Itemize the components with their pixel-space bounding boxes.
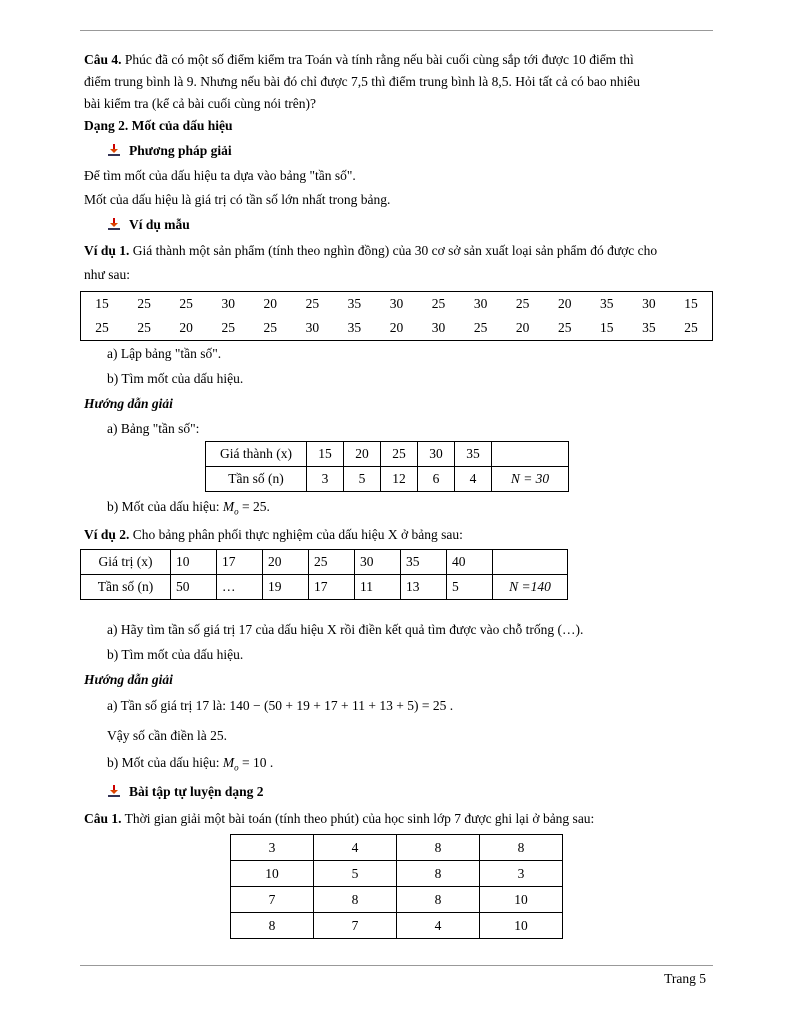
- table-row: Giá trị (x) 10 17 20 25 30 35 40: [81, 550, 568, 575]
- vd2-question-b: b) Tìm mốt của dấu hiệu.: [107, 647, 244, 662]
- vd1-question-a: a) Lập bảng "tần số".: [107, 346, 222, 361]
- heading-bai-tap: Bài tập tự luyện dạng 2: [107, 782, 264, 802]
- cau1-line1: Câu 1. Thời gian giải một bài toán (tính theo phút) của học sinh lớp 7 được ghi lại ở bảng sau:: [84, 811, 595, 826]
- top-rule: [80, 30, 713, 31]
- vd2-guide-heading: Hướng dẫn giải: [84, 672, 173, 687]
- table-row: 10 5 8 3: [231, 861, 563, 887]
- table-row: Giá thành (x) 15 20 25 30 35: [206, 442, 569, 467]
- table-row: 3 4 8 8: [231, 835, 563, 861]
- vd1-answer-b: b) Mốt của dấu hiệu: $M_o = 25$.: [107, 499, 270, 517]
- page-number: Trang 5: [664, 971, 706, 986]
- section-title-dang2: Dạng 2. Mốt của dấu hiệu: [84, 118, 233, 133]
- heading-phuong-phap: Phương pháp giải: [107, 141, 232, 161]
- pp-line1: Để tìm mốt của dấu hiệu ta dựa vào bảng "tần số".: [84, 168, 356, 183]
- vd1-question-b: b) Tìm mốt của dấu hiệu.: [107, 371, 244, 386]
- bottom-rule: [80, 965, 713, 966]
- vd2-answer-b: b) Mốt của dấu hiệu: $M_o = 10$ .: [107, 755, 274, 773]
- pp-line2: Mốt của dấu hiệu là giá trị có tần số lớn nhất trong bảng.: [84, 192, 391, 207]
- table-row: Tần số (n) 50 … 19 17 11 13 5 N =140: [81, 575, 568, 600]
- table-row: 15 25 25 30 20 25 35 30 25 30 25 20 35 30 15: [95, 296, 698, 311]
- time-data-table: [230, 834, 563, 939]
- cau4-line2: điểm trung bình là 9. Nhưng nếu bài đó chỉ được 7,5 thì điểm trung bình là 8,5. Hỏi tất cả có bao nhiêu: [84, 74, 641, 89]
- table-row: 7 8 8 10: [231, 887, 563, 913]
- table-row: 25 25 20 25 25 30 35 20 30 25 20 25 15 35 25: [95, 320, 698, 335]
- frequency-table-vd1: [205, 441, 569, 492]
- vd1-answer-a: a) Bảng "tần số":: [107, 421, 200, 436]
- vd2-answer-a: a) Tần số giá trị 17 là: 140 − (50 + 19 + 17 + 11 + 13 + 5) = 25 .: [107, 698, 454, 713]
- bullet-icon: [107, 143, 121, 157]
- price-data-table: [80, 291, 713, 341]
- table-row: Tần số (n) 3 5 12 6 4 N = 30: [206, 467, 569, 492]
- vd1-line2: như sau:: [84, 267, 130, 282]
- bullet-icon: [107, 784, 121, 798]
- bullet-icon: [107, 217, 121, 231]
- vd1-line1: Ví dụ 1. Giá thành một sản phẩm (tính theo nghìn đồng) của 30 cơ sở sản xuất loại sản phẩm đó được cho: [84, 243, 658, 258]
- heading-vi-du-mau: Ví dụ mẫu: [107, 215, 190, 235]
- frequency-table-vd2: [80, 549, 568, 600]
- vd2-question-a: a) Hãy tìm tần số giá trị 17 của dấu hiệu X rồi điền kết quả tìm được vào chỗ trống (…).: [107, 622, 584, 637]
- cau4-line3: bài kiểm tra (kể cả bài cuối cùng nói trên)?: [84, 96, 317, 111]
- cau4-line1: Câu 4. Phúc đã có một số điểm kiểm tra Toán và tính rằng nếu bài cuối cùng sắp tới được 10 điểm thì: [84, 52, 634, 67]
- vd2-answer-a2: Vậy số cần điền là 25.: [107, 728, 227, 743]
- vd1-guide-heading: Hướng dẫn giải: [84, 396, 173, 411]
- table-row: 8 7 4 10: [231, 913, 563, 939]
- vd2-line1: Ví dụ 2. Cho bảng phân phối thực nghiệm của dấu hiệu X ở bảng sau:: [84, 527, 463, 542]
